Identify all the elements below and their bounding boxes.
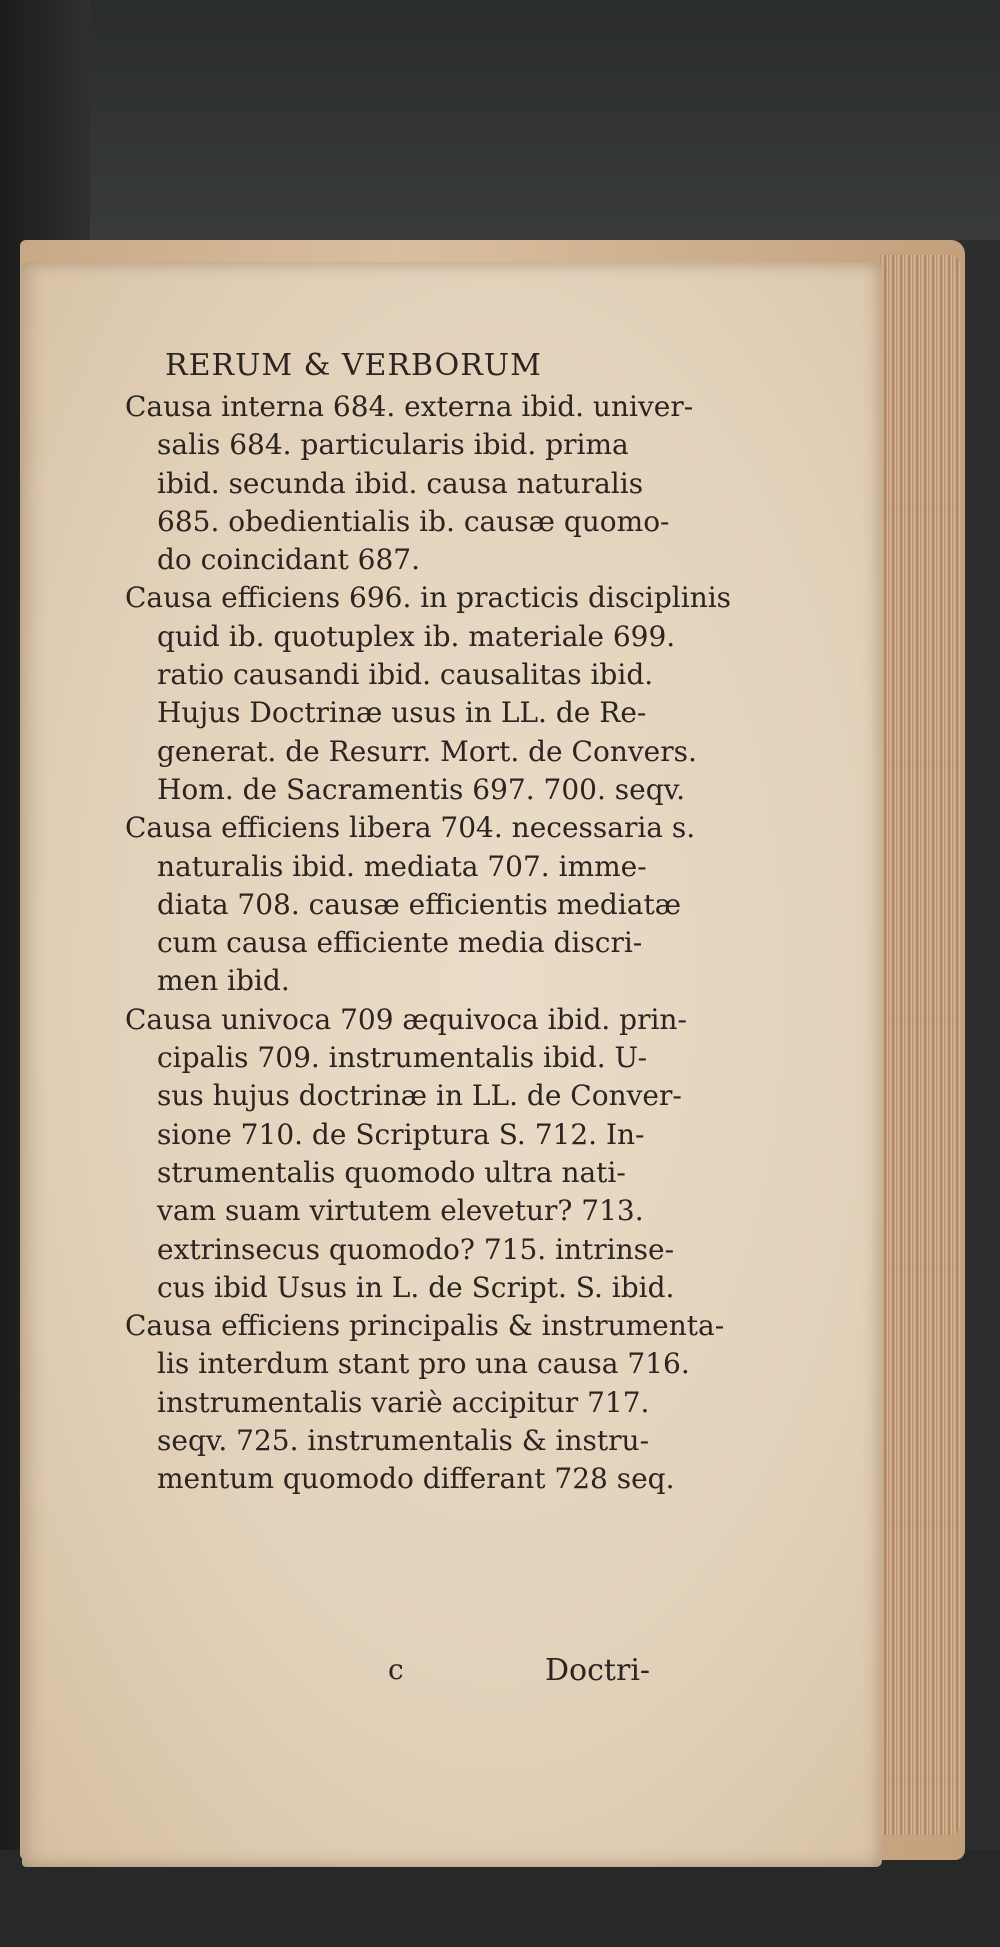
page-edges [880, 255, 960, 1835]
text-line: Hujus Doctrinæ usus in LL. de Re- [157, 696, 647, 730]
text-line: sione 710. de Scriptura S. 712. In- [157, 1117, 645, 1151]
text-line: naturalis ibid. mediata 707. imme- [157, 849, 647, 883]
text-line: Hom. de Sacramentis 697. 700. seqv. [157, 772, 686, 806]
text-line: generat. de Resurr. Mort. de Convers. [157, 734, 697, 768]
catchword: Doctri- [545, 1653, 651, 1688]
text-line: ratio causandi ibid. causalitas ibid. [157, 658, 654, 692]
text-line: Causa interna 684. externa ibid. univer- [125, 390, 694, 423]
index-entry [125, 1001, 685, 1307]
text-line: cum causa efficiente media discri- [157, 926, 643, 960]
background-top [90, 0, 1000, 240]
text-line: lis interdum stant pro una causa 716. [157, 1347, 690, 1381]
text-line: ibid. secunda ibid. causa naturalis [157, 466, 644, 500]
running-head: RERUM & VERBORUM [165, 348, 542, 383]
text-line: instrumentalis variè accipitur 717. [157, 1385, 650, 1419]
text-line: Causa univoca 709 æquivoca ibid. prin- [125, 1002, 687, 1036]
text-line: cipalis 709. instrumentalis ibid. U- [157, 1041, 648, 1075]
index-entry [125, 579, 732, 809]
text-line: mentum quomodo differant 728 seq. [157, 1462, 675, 1496]
text-line: men ibid. [157, 964, 290, 998]
text-line: Causa efficiens libera 704. necessaria s. [125, 811, 696, 845]
text-line: cus ibid Usus in L. de Script. S. ibid. [157, 1270, 675, 1304]
text-line: quid ib. quotuplex ib. materiale 699. [157, 619, 676, 653]
index-entry [125, 809, 696, 1000]
text-line: Causa efficiens principalis & instrumenta- [125, 1309, 725, 1343]
text-line: vam suam virtutem elevetur? 713. [157, 1194, 644, 1228]
text-line: do coincidant 687. [157, 543, 420, 577]
text-line: salis 684. particularis ibid. prima [157, 428, 629, 462]
text-line: extrinsecus quomodo? 715. intrinse- [157, 1232, 675, 1266]
index-entry [125, 388, 694, 579]
text-line: diata 708. causæ efficientis mediatæ [157, 887, 682, 921]
text-line: seqv. 725. instrumentalis & instru- [157, 1424, 650, 1458]
text-line: 685. obedientialis ib. causæ quomo- [157, 504, 670, 538]
signature-mark: c [388, 1653, 404, 1686]
text-line: Causa efficiens 696. in practicis disciplinis [125, 581, 732, 615]
text-line: strumentalis quomodo ultra nati- [157, 1155, 626, 1189]
index-entry [125, 1307, 725, 1498]
index-text [125, 388, 732, 1499]
text-line: sus hujus doctrinæ in LL. de Conver- [157, 1079, 682, 1113]
